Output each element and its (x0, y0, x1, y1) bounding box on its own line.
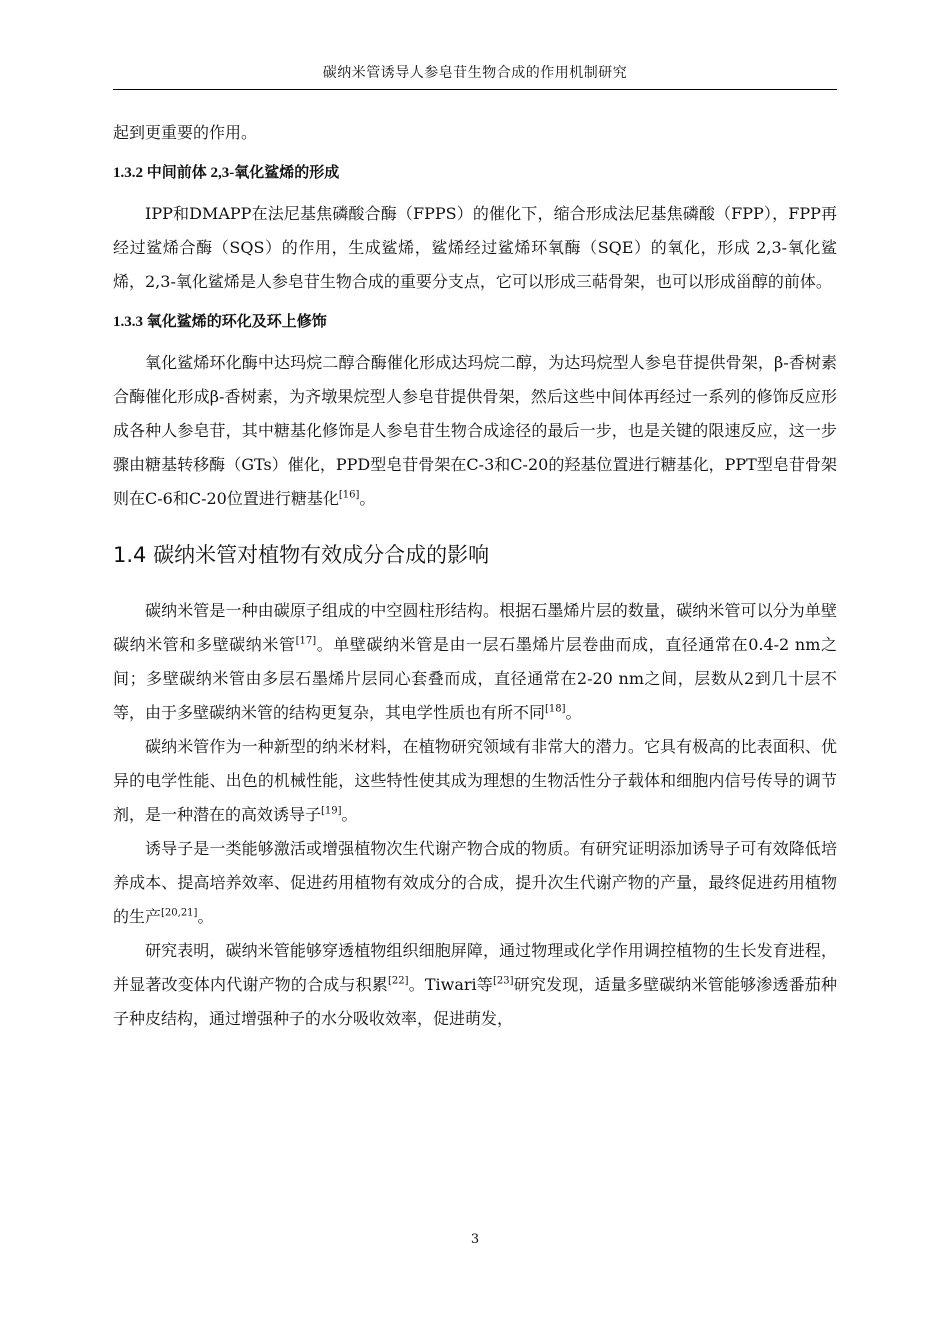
header-rule (113, 89, 837, 90)
citation-17: [17] (295, 635, 317, 647)
paragraph-tail: 。 (359, 489, 376, 508)
paragraph-text: 研究发现，适量多壁碳纳米管能够渗透番茄种子种皮结构，通过增强种子的水分吸收效率，促进萌发， (113, 975, 837, 1028)
paragraph-text: 氧化鲨烯环化酶中达玛烷二醇合酶催化形成达玛烷二醇，为达玛烷型人参皂苷提供骨架，β-香树素合酶催化形成β-香树素，为齐墩果烷型人参皂苷提供骨架，然后这些中间体再经过一系列的修饰反应形成各种人参皂苷，其中糖基化修饰是人参皂苷生物合成途径的最后一步，也是关键的限速反应，这一步骤由糖基转移酶（GTs）催化，PPD型皂苷骨架在C-3和C-20的羟基位置进行糖基化，PPT型皂苷骨架则在C-6和C-20位置进行糖基化 (113, 353, 837, 508)
citation-16: [16] (338, 489, 360, 501)
paragraph-1-4-3 (113, 832, 837, 934)
citation-19: [19] (321, 805, 342, 817)
paragraph-1-4-4 (113, 934, 837, 1036)
paragraph-text: 碳纳米管是一种由碳原子组成的中空圆柱形结构。根据石墨烯片层的数量，碳纳米管可以分为单壁碳纳米管和多壁碳纳米管 (113, 601, 837, 654)
paragraph-tail: 。 (197, 907, 214, 926)
continuation-text: 起到更重要的作用。 (113, 123, 258, 142)
paragraph-text: 碳纳米管作为一种新型的纳米材料，在植物研究领域有非常大的潜力。它具有极高的比表面积、优异的电学性能、出色的机械性能，这些特性使其成为理想的生物活性分子载体和细胞内信号传导的调节剂，是一种潜在的高效诱导子 (113, 737, 837, 824)
paragraph-tail: 。 (565, 703, 582, 722)
running-header: 碳纳米管诱导人参皂苷生物合成的作用机制研究 (322, 65, 628, 81)
page-number: 3 (470, 1232, 480, 1247)
page-body (113, 116, 837, 1036)
citation-23: [23] (492, 975, 514, 987)
paragraph-1-3-3 (113, 346, 837, 516)
section-heading-1-4: 1.4 碳纳米管对植物有效成分合成的影响 (113, 543, 490, 567)
paragraph-text: 诱导子是一类能够激活或增强植物次生代谢产物合成的物质。有研究证明添加诱导子可有效降低培养成本、提高培养效率、促进药用植物有效成分的合成，提升次生代谢产物的产量，最终促进药用植物的生产 (113, 839, 837, 926)
paragraph-tail: 。 (341, 805, 358, 824)
citation-22: [22] (387, 975, 409, 987)
paragraph-text: 。单壁碳纳米管是由一层石墨烯片层卷曲而成，直径通常在0.4-2 nm之间；多壁碳纳米管由多层石墨烯片层同心套叠而成，直径通常在2-20 nm之间，层数从2到几十层不等，由于多壁碳纳米管的结构更复杂，其电学性质也有所不同 (113, 635, 837, 722)
section-heading-1-3-2: 1.3.2 中间前体 2,3-氧化鲨烯的形成 (113, 165, 340, 181)
paragraph-1-4-1 (113, 594, 837, 730)
citation-18: [18] (545, 703, 566, 715)
paragraph-1-3-2: IPP和DMAPP在法尼基焦磷酸合酶（FPPS）的催化下，缩合形成法尼基焦磷酸（FPP），FPP再经过鲨烯合酶（SQS）的作用，生成鲨烯，鲨烯经过鲨烯环氧酶（SQE）的氧化，形成 2,3-氧化鲨烯，2,3-氧化鲨烯是人参皂苷生物合成的重要分支点，它可以形成三萜骨架，也可以形成甾醇的前体。 (113, 204, 837, 291)
paragraph-text: 研究表明，碳纳米管能够穿透植物组织细胞屏障，通过物理或化学作用调控植物的生长发育进程，并显著改变体内代谢产物的合成与积累 (113, 941, 837, 994)
section-heading-1-3-3: 1.3.3 氧化鲨烯的环化及环上修饰 (113, 314, 327, 330)
paragraph-text: 。Tiwari等 (408, 975, 493, 994)
citation-20-21: [20,21] (161, 907, 198, 919)
paragraph-1-4-2 (113, 730, 837, 832)
